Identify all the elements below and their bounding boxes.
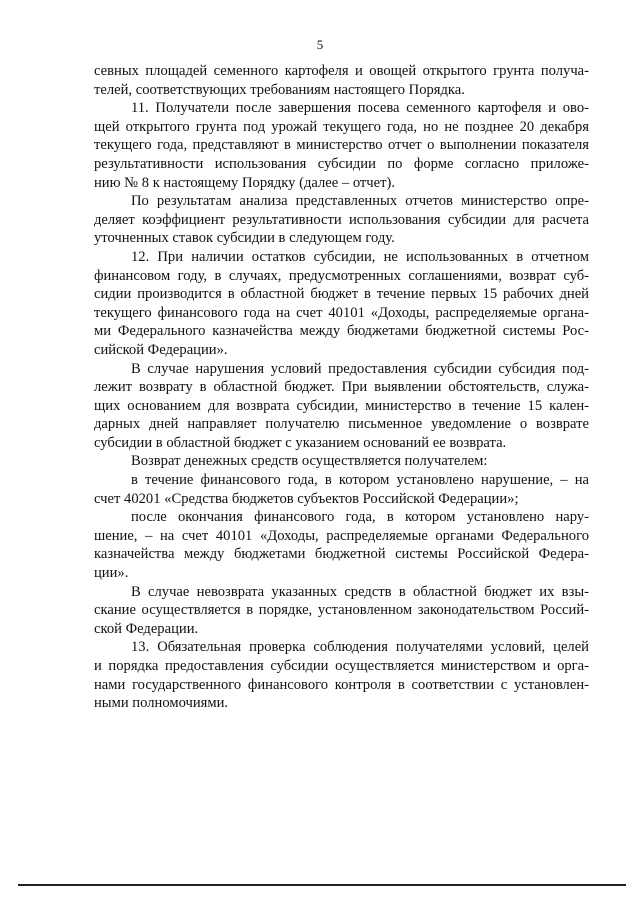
- text-line: уточненных ставок субсидии в следующем году.: [94, 230, 395, 247]
- text-line: 11. Получатели после завершения посева семенного картофеля и ово-: [131, 100, 589, 117]
- text-line: телей, соответствующих требованиям настоящего Порядка.: [94, 81, 465, 98]
- text-line: ции».: [94, 565, 129, 582]
- text-line: финансовом году, в случаях, предусмотренных соглашениями, возврат суб-: [94, 267, 589, 284]
- text-line: По результатам анализа представленных отчетов министерство опре-: [131, 193, 589, 210]
- text-line: ми Федерального казначейства между бюджетами бюджетной системы Рос-: [94, 323, 589, 340]
- text-line: сийской Федерации».: [94, 341, 228, 358]
- text-line: севных площадей семенного картофеля и овощей открытого грунта получа-: [94, 63, 589, 79]
- text-line: щих основанием для возврата субсидии, министерство в течение 15 кален-: [94, 397, 589, 414]
- text-line: текущего финансового года на счет 40101 «Доходы, распределяемые органа-: [94, 304, 589, 321]
- text-line: Возврат денежных средств осуществляется получателем:: [131, 453, 488, 470]
- text-line: В случае нарушения условий предоставления субсидии субсидия под-: [131, 360, 589, 377]
- text-line: 13. Обязательная проверка соблюдения получателями условий, целей: [131, 639, 589, 656]
- text-line: в течение финансового года, в котором установлено нарушение, – на: [131, 472, 589, 489]
- text-line: щей открытого грунта под урожай текущего года, но не позднее 20 декабря: [94, 118, 589, 135]
- page-number: 5: [316, 37, 324, 52]
- text-line: дарных дней направляет получателю письменное уведомление о возврате: [94, 416, 589, 433]
- text-line: счет 40201 «Средства бюджетов субъектов Российской Федерации»;: [94, 490, 519, 507]
- text-line: ными полномочиями.: [94, 695, 229, 712]
- text-line: В случае невозврата указанных средств в областной бюджет их взы-: [131, 583, 589, 600]
- text-line: деляет коэффициент результативности использования субсидии для расчета: [94, 211, 589, 228]
- text-line: текущего года, представляют в министерство отчет о выполнении показателя: [94, 137, 589, 154]
- text-line: казначейства между бюджетами бюджетной системы Российской Федера-: [94, 546, 589, 563]
- text-line: субсидии в областной бюджет с указанием оснований ее возврата.: [94, 434, 507, 451]
- text-line: нами государственного финансового контроля в соответствии с установлен-: [94, 676, 589, 693]
- text-line: и порядка предоставления субсидии осуществляется министерством и орга-: [94, 658, 589, 674]
- text-line: ской Федерации.: [94, 620, 199, 637]
- text-line: результативности использования субсидии по форме согласно приложе-: [94, 155, 589, 172]
- bottom-divider: [18, 884, 626, 886]
- text-line: лежит возврату в областной бюджет. При выявлении обстоятельств, служа-: [94, 379, 589, 396]
- text-line: шение, – на счет 40101 «Доходы, распределяемые органами Федерального: [94, 527, 589, 544]
- document-body: [94, 62, 589, 713]
- text-line: скание осуществляется в порядке, установленном законодательством Россий-: [94, 602, 589, 619]
- text-line: сидии производится в областной бюджет в течение первых 15 рабочих дней: [94, 286, 589, 303]
- text-line: после окончания финансового года, в котором установлено нару-: [131, 509, 589, 526]
- text-line: 12. При наличии остатков субсидии, не использованных в отчетном: [131, 248, 589, 265]
- text-line: нию № 8 к настоящему Порядку (далее – отчет).: [94, 174, 396, 191]
